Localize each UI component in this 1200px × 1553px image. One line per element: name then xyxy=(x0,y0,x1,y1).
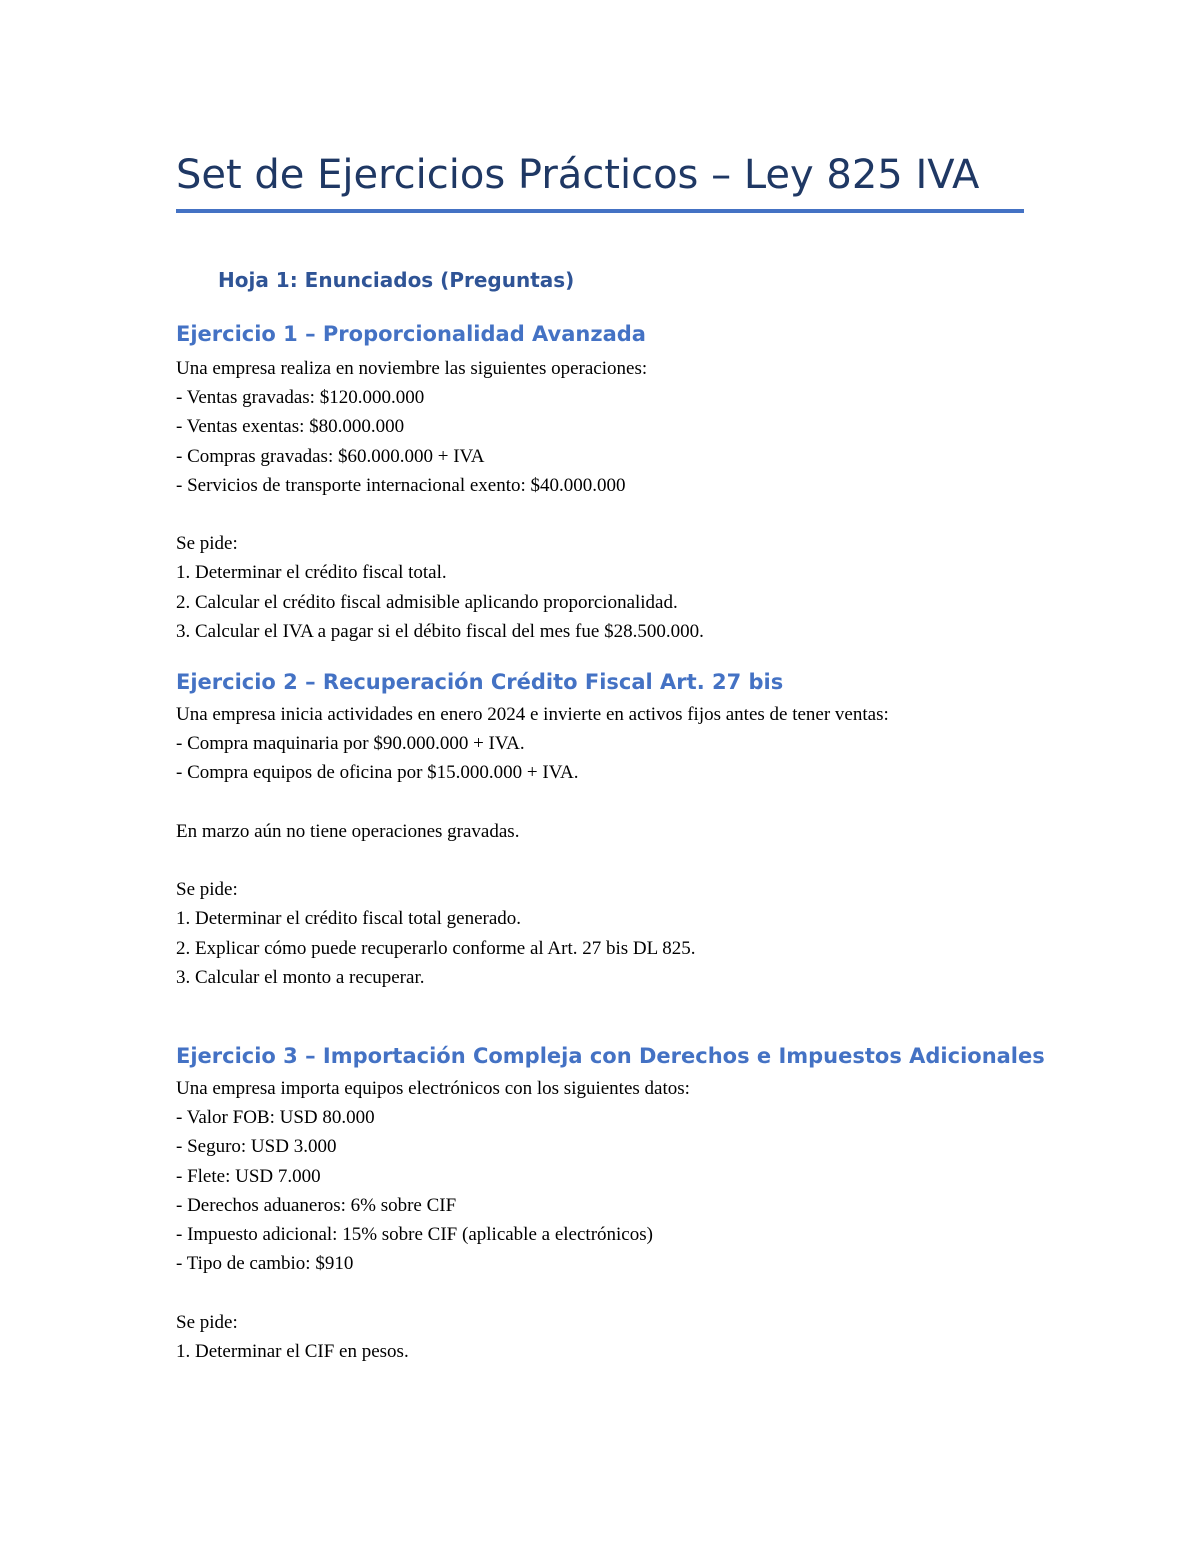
paragraph-spacer xyxy=(176,1278,1036,1307)
exercise-3-data-item: - Flete: USD 7.000 xyxy=(176,1165,321,1187)
exercise-1-question: 1. Determinar el crédito fiscal total. xyxy=(176,562,447,584)
exercise-1-data-item: - Ventas exentas: $80.000.000 xyxy=(176,416,405,438)
exercise-1-ask-label: Se pide: xyxy=(176,533,238,555)
exercise-3-data-item: - Seguro: USD 3.000 xyxy=(176,1136,337,1158)
exercise-3-intro: Una empresa importa equipos electrónicos con los siguientes datos: xyxy=(176,1078,690,1099)
exercise-3-data-item: - Valor FOB: USD 80.000 xyxy=(176,1107,375,1129)
exercise-2-note: En marzo aún no tiene operaciones gravadas. xyxy=(176,820,520,842)
exercise-1-body xyxy=(176,354,1036,646)
exercise-2-question: 1. Determinar el crédito fiscal total generado. xyxy=(176,908,522,930)
exercise-1-question: 3. Calcular el IVA a pagar si el débito fiscal del mes fue $28.500.000. xyxy=(176,620,704,642)
exercise-1-data-item: - Compras gravadas: $60.000.000 + IVA xyxy=(176,445,485,467)
document-title: Set de Ejercicios Prácticos – Ley 825 IVA xyxy=(176,152,980,198)
exercise-3-body xyxy=(176,1074,1036,1366)
exercise-2-data-item: - Compra maquinaria por $90.000.000 + IVA. xyxy=(176,733,525,755)
exercise-2-question: 2. Explicar cómo puede recuperarlo conforme al Art. 27 bis DL 825. xyxy=(176,937,696,959)
exercise-3-question: 1. Determinar el CIF en pesos. xyxy=(176,1340,409,1362)
exercise-3-data-item: - Impuesto adicional: 15% sobre CIF (aplicable a electrónicos) xyxy=(176,1223,653,1245)
exercise-1-data-item: - Servicios de transporte internacional exento: $40.000.000 xyxy=(176,474,626,496)
exercise-2-question: 3. Calcular el monto a recuperar. xyxy=(176,966,425,988)
exercise-3-data-item: - Tipo de cambio: $910 xyxy=(176,1253,354,1275)
exercise-1-intro: Una empresa realiza en noviembre las siguientes operaciones: xyxy=(176,358,648,379)
sheet-heading: Hoja 1: Enunciados (Preguntas) xyxy=(218,268,575,292)
exercise-2-data-item: - Compra equipos de oficina por $15.000.000 + IVA. xyxy=(176,762,579,784)
title-underline-rule xyxy=(176,209,1024,213)
exercise-3-heading: Ejercicio 3 – Importación Compleja con Derechos e Impuestos Adicionales xyxy=(176,1044,1045,1068)
exercise-3-ask-label: Se pide: xyxy=(176,1311,238,1333)
paragraph-spacer xyxy=(176,500,1036,529)
exercise-2-intro: Una empresa inicia actividades en enero 2024 e invierte en activos fijos antes de tener ventas: xyxy=(176,704,889,725)
exercise-1-question: 2. Calcular el crédito fiscal admisible aplicando proporcionalidad. xyxy=(176,591,678,613)
exercise-1-data-item: - Ventas gravadas: $120.000.000 xyxy=(176,387,425,409)
paragraph-spacer xyxy=(176,846,1036,875)
exercise-2-ask-label: Se pide: xyxy=(176,879,238,901)
paragraph-spacer xyxy=(176,788,1036,817)
exercise-3-data-item: - Derechos aduaneros: 6% sobre CIF xyxy=(176,1194,457,1216)
exercise-1-heading: Ejercicio 1 – Proporcionalidad Avanzada xyxy=(176,322,646,346)
exercise-2-body xyxy=(176,700,1036,992)
exercise-2-heading: Ejercicio 2 – Recuperación Crédito Fiscal Art. 27 bis xyxy=(176,670,784,694)
